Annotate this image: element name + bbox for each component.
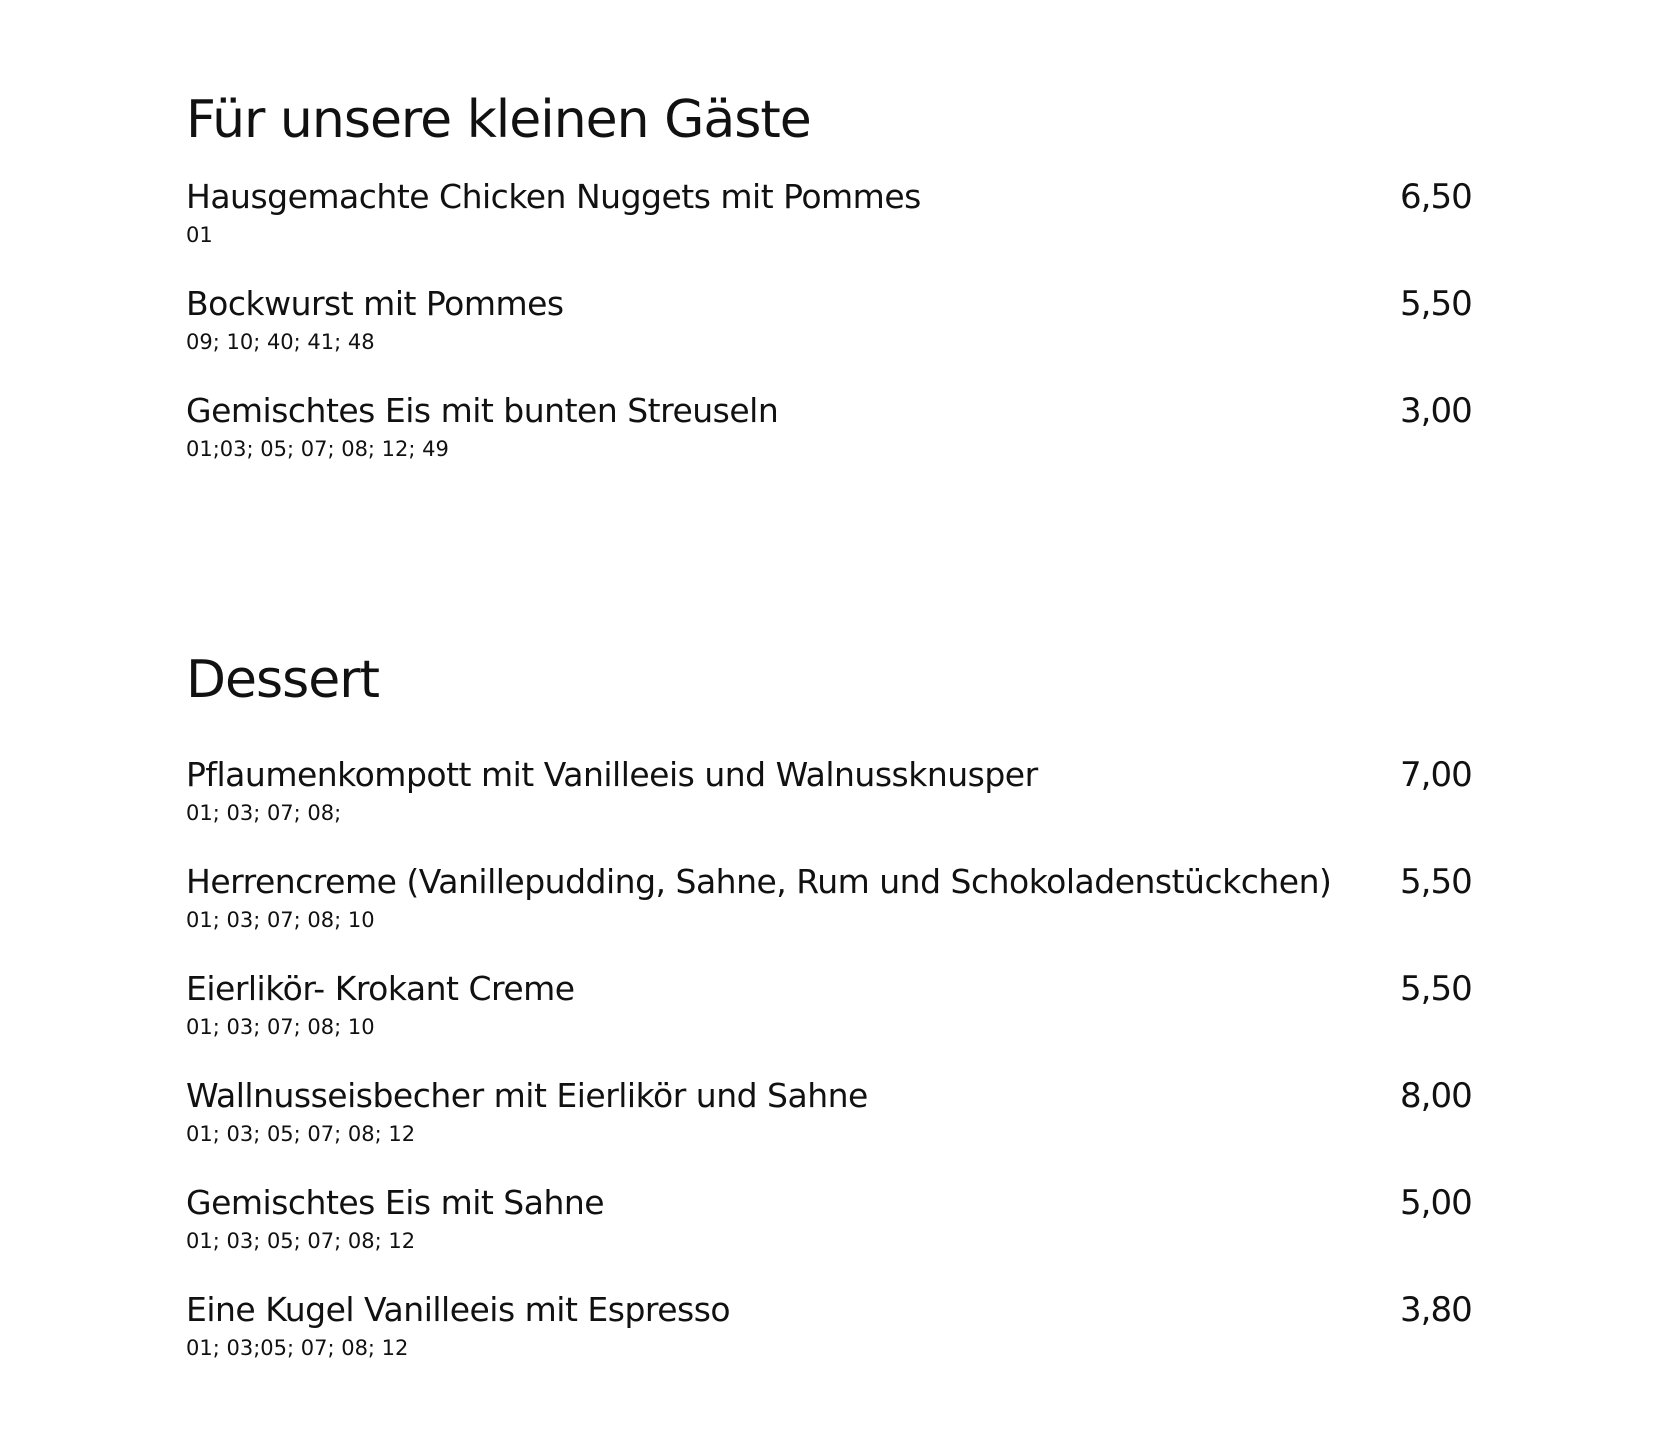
menu-item bbox=[186, 754, 1476, 861]
item-name: Bockwurst mit Pommes bbox=[186, 284, 564, 323]
item-price: 5,50 bbox=[1400, 284, 1472, 324]
item-price: 7,00 bbox=[1400, 755, 1472, 795]
item-name: Pflaumenkompott mit Vanilleeis und Walnussknusper bbox=[186, 755, 1038, 794]
item-allergens: 01; 03; 07; 08; 10 bbox=[186, 908, 375, 932]
item-allergens: 01; 03; 07; 08; 10 bbox=[186, 1015, 375, 1039]
item-name: Gemischtes Eis mit bunten Streuseln bbox=[186, 391, 779, 430]
menu-item bbox=[186, 283, 1476, 390]
menu-item bbox=[186, 1075, 1476, 1182]
menu-item bbox=[186, 968, 1476, 1075]
item-name: Hausgemachte Chicken Nuggets mit Pommes bbox=[186, 177, 921, 216]
menu-item bbox=[186, 390, 1476, 497]
menu-item bbox=[186, 1289, 1476, 1396]
section-title: Für unsere kleinen Gäste bbox=[186, 90, 811, 150]
item-allergens: 09; 10; 40; 41; 48 bbox=[186, 330, 375, 354]
item-price: 8,00 bbox=[1400, 1076, 1472, 1116]
item-name: Gemischtes Eis mit Sahne bbox=[186, 1183, 605, 1222]
item-allergens: 01; 03; 07; 08; bbox=[186, 801, 342, 825]
item-price: 5,00 bbox=[1400, 1183, 1472, 1223]
item-allergens: 01; 03; 05; 07; 08; 12 bbox=[186, 1229, 416, 1253]
item-price: 3,80 bbox=[1400, 1290, 1472, 1330]
menu-section-kids bbox=[186, 88, 1476, 497]
menu-item bbox=[186, 176, 1476, 283]
item-allergens: 01; 03; 05; 07; 08; 12 bbox=[186, 1122, 416, 1146]
item-name: Wallnusseisbecher mit Eierlikör und Sahne bbox=[186, 1076, 868, 1115]
item-name: Herrencreme (Vanillepudding, Sahne, Rum und Schokoladenstückchen) bbox=[186, 862, 1332, 901]
menu-item bbox=[186, 861, 1476, 968]
item-allergens: 01 bbox=[186, 223, 213, 247]
item-price: 5,50 bbox=[1400, 969, 1472, 1009]
menu-section-dessert bbox=[186, 648, 1476, 1396]
item-price: 3,00 bbox=[1400, 391, 1472, 431]
section-title: Dessert bbox=[186, 650, 379, 710]
item-name: Eine Kugel Vanilleeis mit Espresso bbox=[186, 1290, 731, 1329]
item-price: 5,50 bbox=[1400, 862, 1472, 902]
item-price: 6,50 bbox=[1400, 177, 1472, 217]
item-allergens: 01; 03;05; 07; 08; 12 bbox=[186, 1336, 409, 1360]
menu-item bbox=[186, 1182, 1476, 1289]
item-name: Eierlikör- Krokant Creme bbox=[186, 969, 575, 1008]
item-allergens: 01;03; 05; 07; 08; 12; 49 bbox=[186, 437, 449, 461]
